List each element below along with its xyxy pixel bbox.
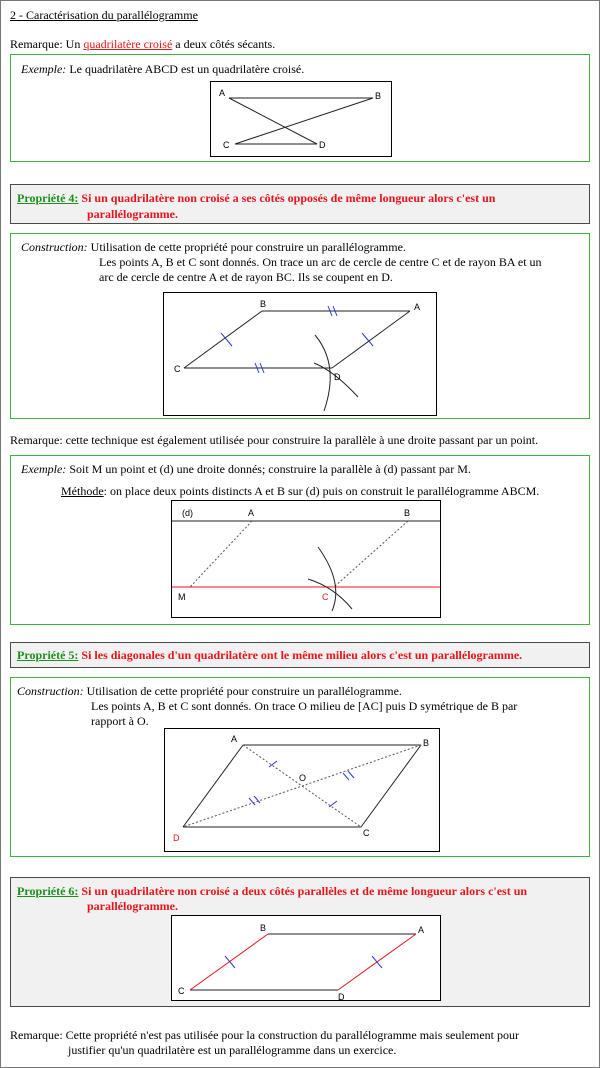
fig4-label-a: A [231,734,238,744]
property4-box [10,184,590,224]
example2-label: Exemple: [21,462,67,476]
construction1-box [10,233,590,419]
property4-label: Propriété 4: [17,191,79,205]
example1-box [10,54,590,162]
construction1-line2: Les points A, B et C sont donnés. On trace un arc de cercle de centre C et de rayon BA et un [99,255,542,269]
example1-text: Exemple: Le quadrilatère ABCD est un quadrilatère croisé. [21,62,305,76]
remark-parallel-technique: Remarque: cette technique est également utilisée pour construire la parallèle à une droite passant par un point. [10,433,539,447]
fig2-label-a: A [414,302,421,312]
construction2-box [10,677,590,857]
fig5-label-b: B [260,923,267,933]
method-text: : on place deux points distincts A et B sur (d) puis on construit le parallélogramme ABCM. [103,484,540,498]
example2-box [10,455,590,625]
parallel-equal-sides-svg [172,916,440,1000]
construction2-label: Construction: [17,684,84,698]
construction1-line3: arc de cercle de centre A et de rayon BC. Ils se coupent en D. [99,270,393,284]
property5-box [10,642,590,668]
figure-diagonals-midpoint [164,728,440,852]
property4-text-2: parallélogramme. [87,207,178,221]
fig3-label-b: B [404,508,411,518]
crossed-quadrilateral-svg [211,82,391,156]
property5-label: Propriété 5: [17,648,79,662]
fig2-label-c: C [174,364,181,374]
crossed-quadrilateral-term: quadrilatère croisé [83,37,173,51]
fig3-label-d: (d) [182,508,193,518]
fig5-label-c: C [178,986,185,996]
property5-text: Si les diagonales d'un quadrilatère ont le même milieu alors c'est un parallélogramme. [81,648,523,662]
diagonals-midpoint-svg [165,729,439,851]
fig3-label-c: C [322,592,329,602]
fig4-label-o: O [299,773,307,783]
parallel-through-point-svg [172,501,440,617]
construction2-line1: Utilisation de cette propriété pour construire un parallélogramme. [83,684,402,698]
fig1-label-d: D [319,140,326,150]
section-title: 2 - Caractérisation du parallélogramme [10,8,198,22]
remark-property6-line2: justifier qu'un quadrilatère est un parallélogramme dans un exercice. [68,1043,397,1057]
construction1-line1: Utilisation de cette propriété pour construire un parallélogramme. [87,240,406,254]
construction1-label: Construction: [21,240,88,254]
figure-crossed-quadrilateral [210,81,392,157]
method-label: Méthode [61,484,104,498]
property6-box [10,877,590,1007]
remark-crossed: Remarque: Un quadrilatère croisé a deux côtés sécants. [10,37,276,51]
fig1-label-b: B [375,91,382,101]
example2-text: Soit M un point et (d) une droite donnés; construire la parallèle à (d) passant par M. [66,462,471,476]
parallelogram-arcs-svg [164,293,436,415]
fig2-label-d: D [334,372,341,382]
fig5-label-d: D [338,992,345,1000]
fig1-label-a: A [219,88,226,98]
figure-parallelogram-arcs [163,292,437,416]
construction2-line3: rapport à O. [91,714,149,728]
fig4-label-d: D [173,833,180,843]
property6-label: Propriété 6: [17,884,79,898]
figure-parallel-equal-sides [171,915,441,1001]
property6-text-2: parallélogramme. [87,899,178,913]
fig3-label-m: M [178,592,186,602]
construction2-line2: Les points A, B et C sont donnés. On trace O milieu de [AC] puis D symétrique de B par [91,699,518,713]
property6-text: Si un quadrilatère non croisé a deux côtés parallèles et de même longueur alors c'est un [81,884,528,898]
figure-parallel-through-point [171,500,441,618]
fig1-label-c: C [223,140,230,150]
fig4-label-b: B [423,738,430,748]
fig5-label-a: A [418,925,425,935]
fig2-label-b: B [260,299,267,309]
fig3-label-a: A [248,508,255,518]
remark-property6-line1: Remarque: Cette propriété n'est pas utilisée pour la construction du parallélogramme mais seulement pour [10,1028,520,1042]
property4-text: Si un quadrilatère non croisé a ses côtés opposés de même longueur alors c'est un [81,191,496,205]
fig4-label-c: C [363,828,370,838]
